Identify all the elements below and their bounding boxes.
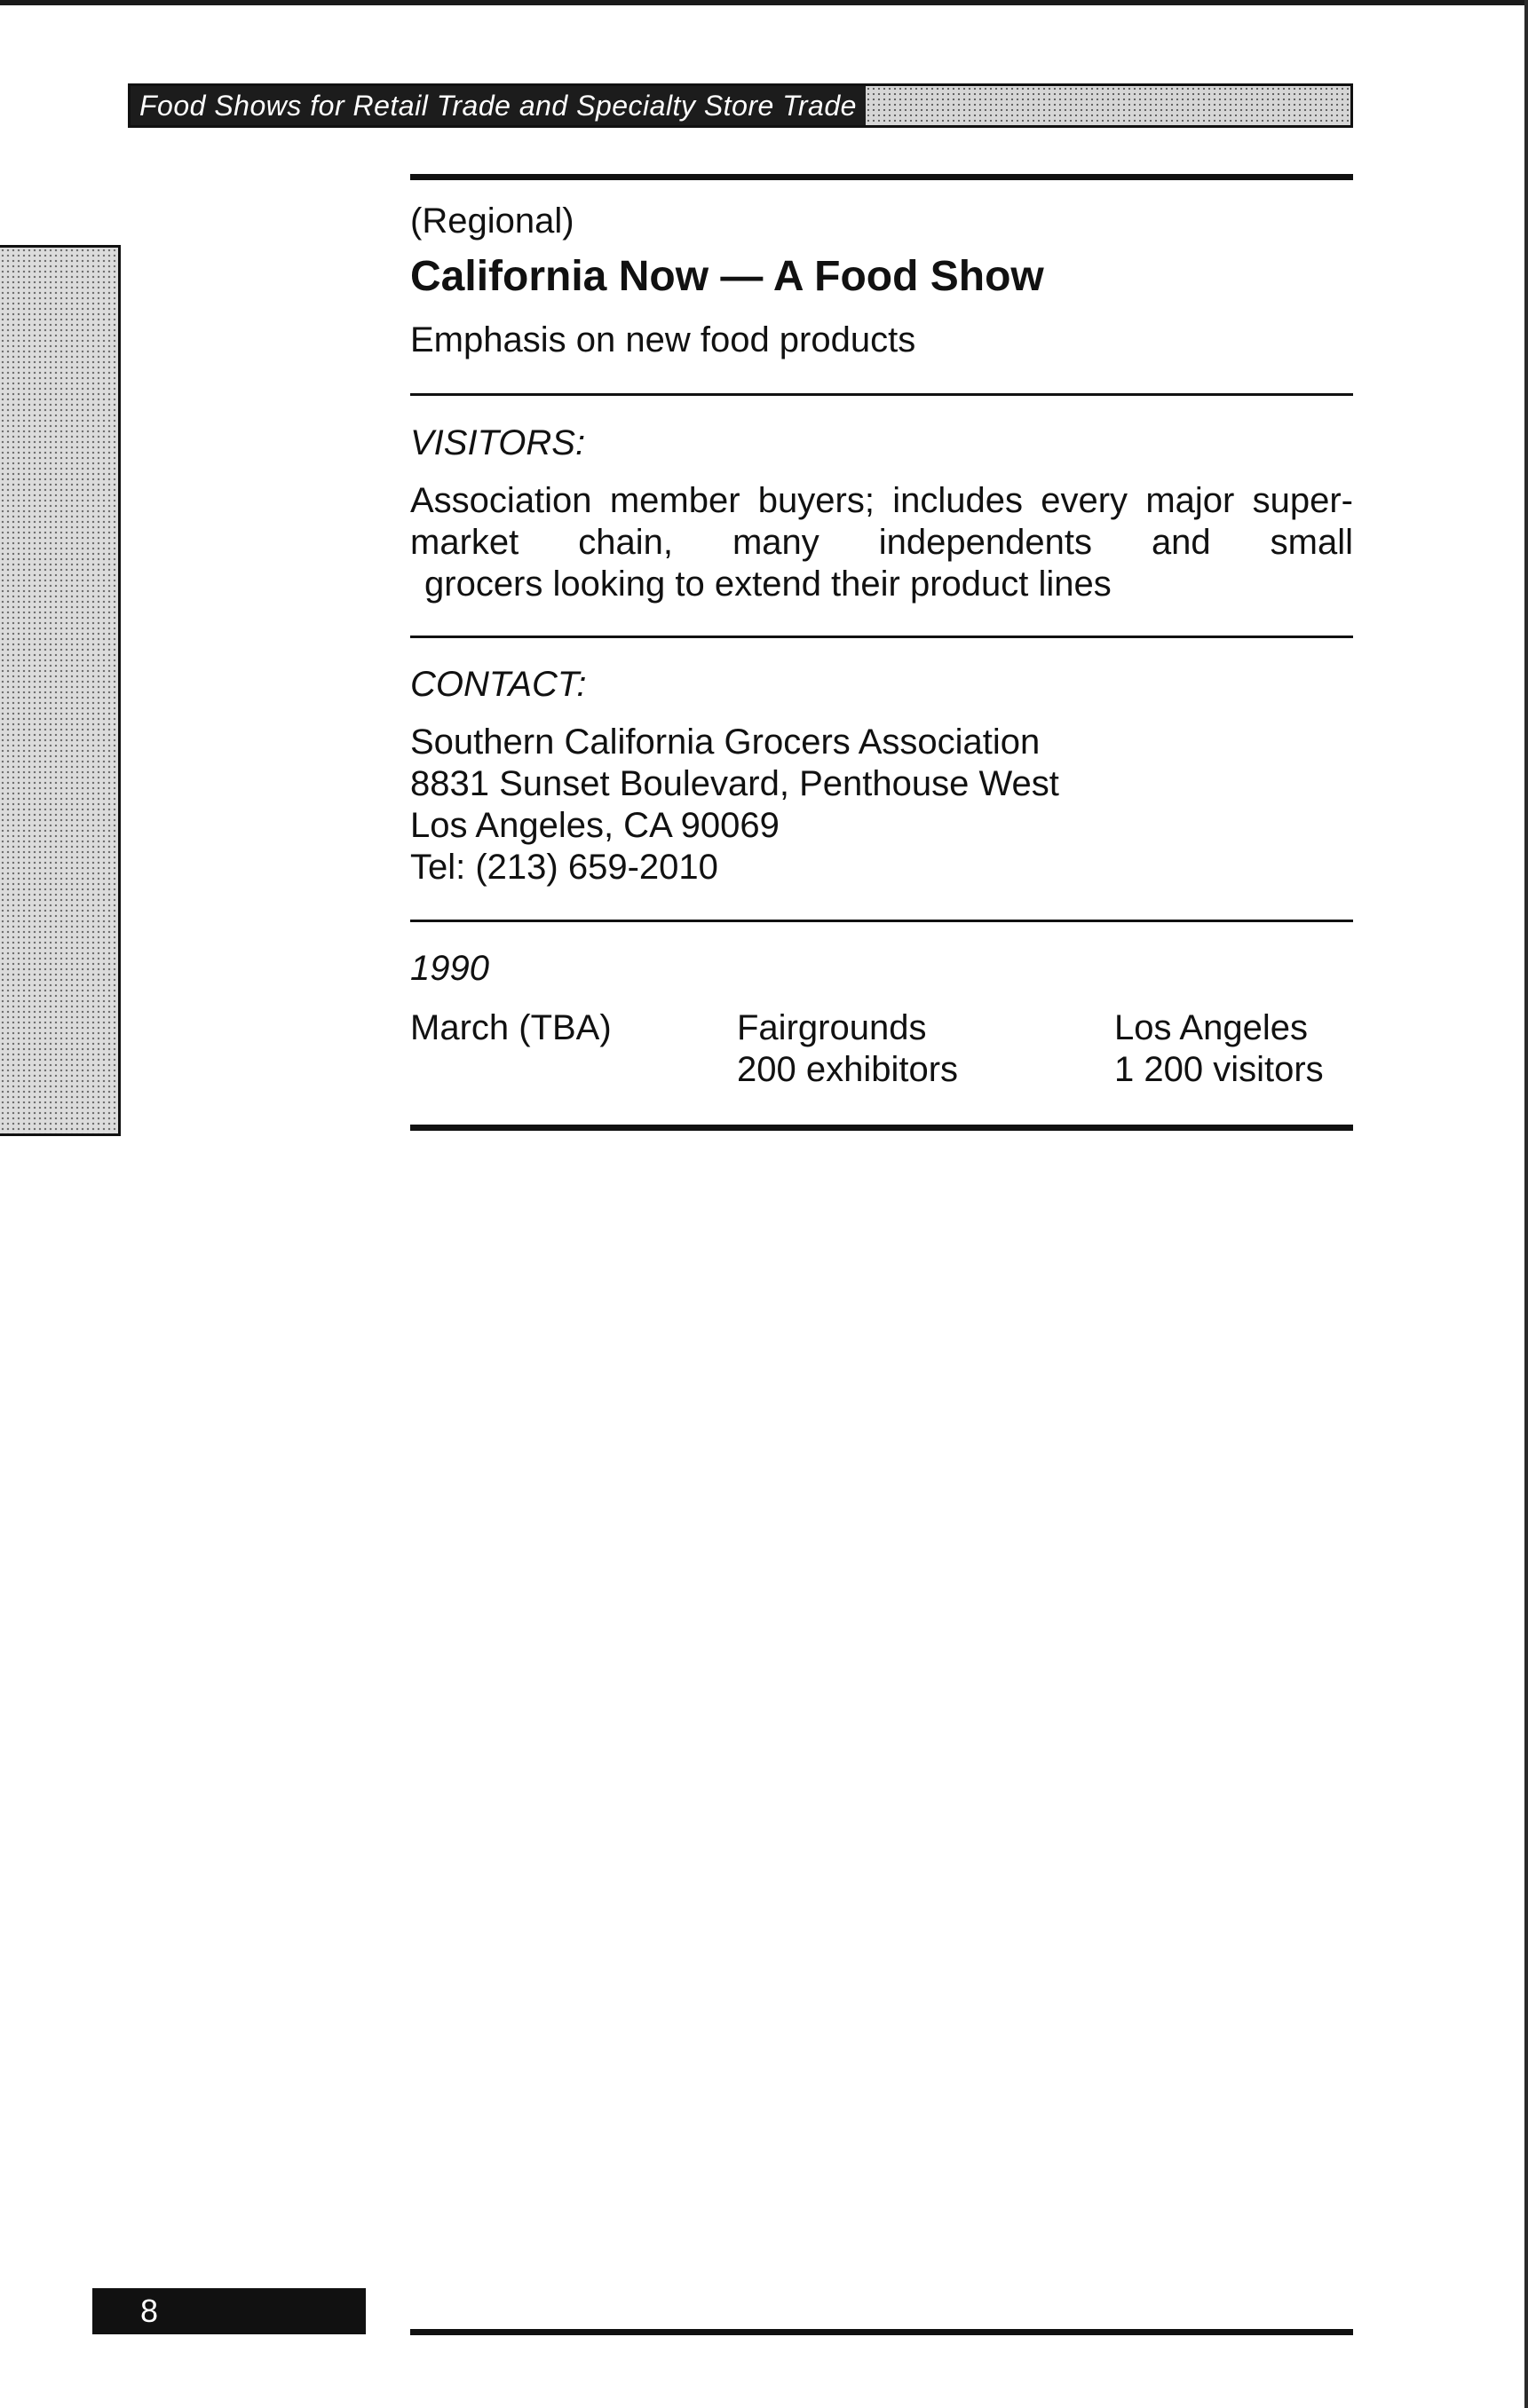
schedule-year: 1990 — [410, 949, 489, 988]
contact-label: CONTACT: — [410, 665, 587, 704]
visitors-divider — [410, 393, 1353, 396]
schedule-exhibitors: 200 exhibitors — [737, 1050, 959, 1089]
schedule-visitors: 1 200 visitors — [1114, 1050, 1324, 1089]
entry-subtitle: Emphasis on new food products — [410, 320, 916, 359]
entry-bottom-rule — [410, 1125, 1353, 1131]
entry-top-rule — [410, 174, 1353, 180]
schedule-date: March (TBA) — [410, 1008, 612, 1047]
side-thumb-tab — [0, 245, 121, 1136]
section-banner-title: Food Shows for Retail Trade and Specialty Store Trade — [131, 86, 866, 125]
contact-address-line-2: Los Angeles, CA 90069 — [410, 806, 780, 845]
contact-organization: Southern California Grocers Association — [410, 722, 1041, 762]
page-top-edge — [0, 0, 1528, 5]
schedule-venue: Fairgrounds — [737, 1008, 927, 1047]
contact-address-line-1: 8831 Sunset Boulevard, Penthouse West — [410, 764, 1059, 803]
schedule-divider — [410, 920, 1353, 922]
entry-category: (Regional) — [410, 201, 574, 241]
contact-divider — [410, 636, 1353, 638]
visitors-line-2: market chain, many independents and small — [410, 523, 1353, 562]
footer-rule — [410, 2329, 1353, 2335]
page-right-edge — [1524, 0, 1528, 2408]
visitors-line-1: Association member buyers; includes every major super- — [410, 481, 1353, 520]
entry-title: California Now — A Food Show — [410, 253, 1044, 300]
section-banner — [128, 83, 1353, 128]
page-number: 8 — [92, 2288, 366, 2334]
schedule-city: Los Angeles — [1114, 1008, 1308, 1047]
visitors-line-3: grocers looking to extend their product lines — [424, 564, 1112, 604]
visitors-label: VISITORS: — [410, 423, 586, 462]
contact-phone: Tel: (213) 659-2010 — [410, 848, 718, 887]
